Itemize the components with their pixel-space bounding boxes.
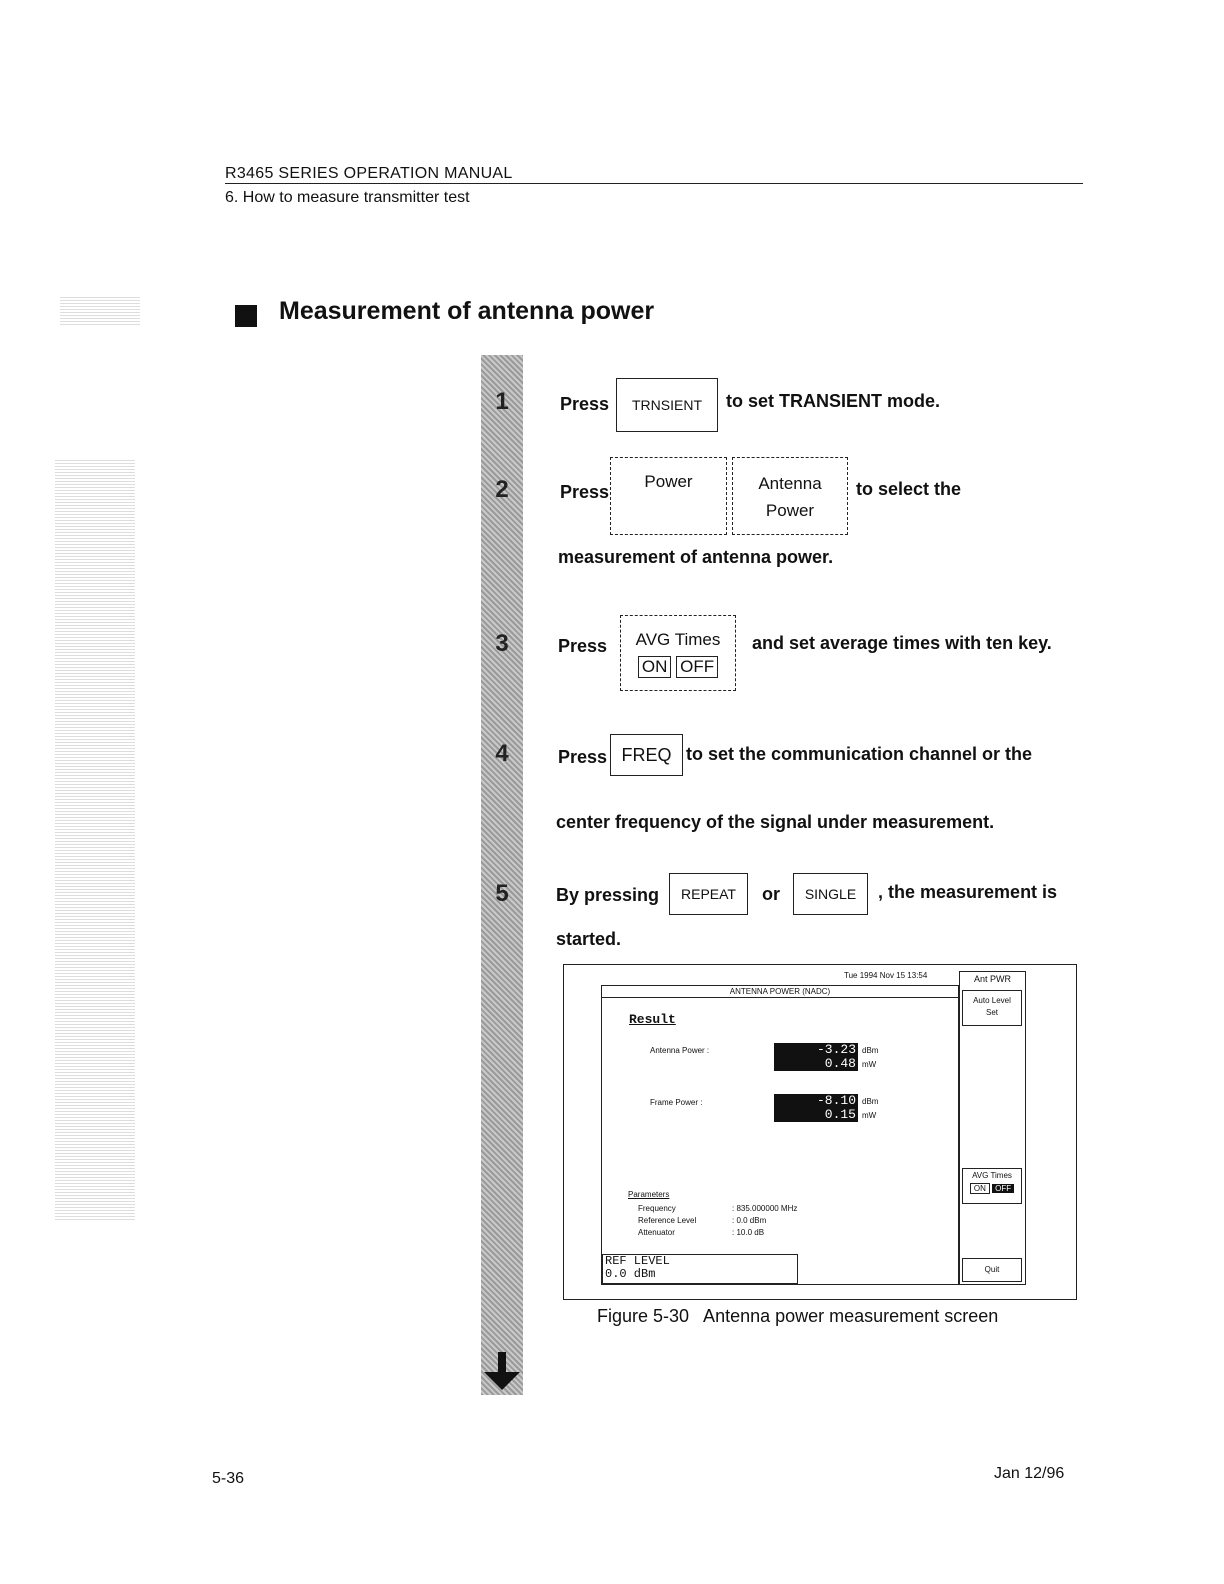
- section-bullet-icon: [235, 305, 257, 327]
- screen-window-title: ANTENNA POWER (NADC): [602, 986, 958, 998]
- avg-times-softkey[interactable]: [620, 615, 736, 691]
- header-rule: [225, 183, 1083, 184]
- auto-level-line1: Auto Level: [973, 996, 1011, 1005]
- antenna-power-softkey[interactable]: [732, 457, 848, 535]
- quit-softkey[interactable]: Quit: [962, 1258, 1022, 1282]
- param-attenuator-value: : 10.0 dB: [732, 1228, 765, 1237]
- step-number-2: 2: [495, 476, 509, 503]
- step5-prefix: By pressing: [556, 885, 660, 905]
- section-title: Measurement of antenna power: [279, 297, 655, 325]
- antenna-power-mw-value: 0.48: [774, 1057, 858, 1071]
- step-number-4: 4: [495, 740, 509, 767]
- ref-level-entry: [602, 1254, 798, 1284]
- param-reference-level-label: Reference Level: [638, 1216, 697, 1225]
- auto-level-set-softkey[interactable]: [962, 990, 1022, 1026]
- antenna-power-mw-unit: mW: [862, 1060, 877, 1069]
- screen-avg-off: OFF: [992, 1184, 1014, 1193]
- auto-level-line2: Set: [985, 1008, 998, 1017]
- antenna-power-dbm-value: -3.23: [774, 1043, 858, 1057]
- avg-off-indicator: OFF: [676, 656, 718, 678]
- step5-continuation: started.: [556, 929, 622, 949]
- result-heading: Result: [629, 1012, 676, 1027]
- repeat-key[interactable]: REPEAT: [669, 873, 748, 915]
- step3-suffix: and set average times with ten key.: [752, 633, 1052, 653]
- step3-prefix: Press: [558, 636, 608, 656]
- step4-suffix: to set the communication channel or the: [686, 744, 1033, 764]
- param-frequency-label: Frequency: [638, 1204, 676, 1213]
- single-key[interactable]: SINGLE: [793, 873, 868, 915]
- antenna-power-label: Antenna Power :: [650, 1046, 710, 1055]
- frame-power-mw-unit: mW: [862, 1111, 877, 1120]
- ref-level-label: REF LEVEL: [605, 1254, 670, 1268]
- softkey-panel: [959, 971, 1026, 1285]
- avg-times-screen-label: AVG Times: [972, 1171, 1012, 1180]
- param-frequency-value: : 835.000000 MHz: [732, 1204, 798, 1213]
- antenna-power-dbm-unit: dBm: [862, 1046, 879, 1055]
- freq-key[interactable]: FREQ: [610, 734, 683, 776]
- down-arrow-icon: [478, 1352, 526, 1392]
- step-number-3: 3: [495, 630, 509, 657]
- frame-power-mw-value: 0.15: [774, 1108, 858, 1122]
- step4-prefix: Press: [558, 747, 608, 767]
- avg-times-screen-softkey[interactable]: [962, 1168, 1022, 1204]
- screen-datetime: Tue 1994 Nov 15 13:54: [844, 971, 928, 980]
- parameters-heading: Parameters: [628, 1190, 670, 1199]
- figure-caption: Figure 5-30 Antenna power measurement screen: [597, 1306, 999, 1326]
- page-number: 5-36: [212, 1470, 245, 1487]
- antenna-power-line1: Antenna: [758, 474, 822, 493]
- step2-prefix: Press: [560, 482, 610, 502]
- param-attenuator-label: Attenuator: [638, 1228, 675, 1237]
- frame-power-dbm-unit: dBm: [862, 1097, 879, 1106]
- screen-avg-on: ON: [970, 1183, 990, 1194]
- step1-suffix: to set TRANSIENT mode.: [726, 391, 941, 411]
- step1-prefix: Press: [560, 394, 610, 414]
- manual-title: R3465 SERIES OPERATION MANUAL: [225, 165, 513, 182]
- scan-noise-left: [55, 460, 135, 1220]
- step2-suffix: to select the: [856, 479, 962, 499]
- chapter-title: 6. How to measure transmitter test: [225, 189, 470, 206]
- power-softkey[interactable]: Power: [610, 457, 727, 535]
- step5-suffix: , the measurement is: [878, 882, 1058, 902]
- revision-date: Jan 12/96: [994, 1465, 1065, 1482]
- scan-noise-top-left: [60, 295, 140, 325]
- step5-or: or: [762, 884, 780, 904]
- ref-level-value: 0.0 dBm: [605, 1267, 656, 1281]
- step2-continuation: measurement of antenna power.: [558, 547, 834, 567]
- softkey-panel-title: Ant PWR: [973, 974, 1011, 984]
- step4-continuation: center frequency of the signal under measurement.: [556, 812, 995, 832]
- step-number-5: 5: [495, 880, 509, 907]
- frame-power-label: Frame Power :: [650, 1098, 703, 1107]
- screen-main-panel: [601, 985, 959, 1285]
- measurement-screen: [563, 964, 1077, 1300]
- frame-power-dbm-value: -8.10: [774, 1094, 858, 1108]
- trnsient-key[interactable]: TRNSIENT: [616, 378, 718, 432]
- antenna-power-line2: Power: [765, 501, 815, 520]
- step-bar: [481, 355, 523, 1395]
- avg-on-indicator: ON: [638, 656, 672, 678]
- avg-times-label: AVG Times: [635, 630, 721, 649]
- step-number-1: 1: [495, 388, 509, 415]
- param-reference-level-value: : 0.0 dBm: [732, 1216, 767, 1225]
